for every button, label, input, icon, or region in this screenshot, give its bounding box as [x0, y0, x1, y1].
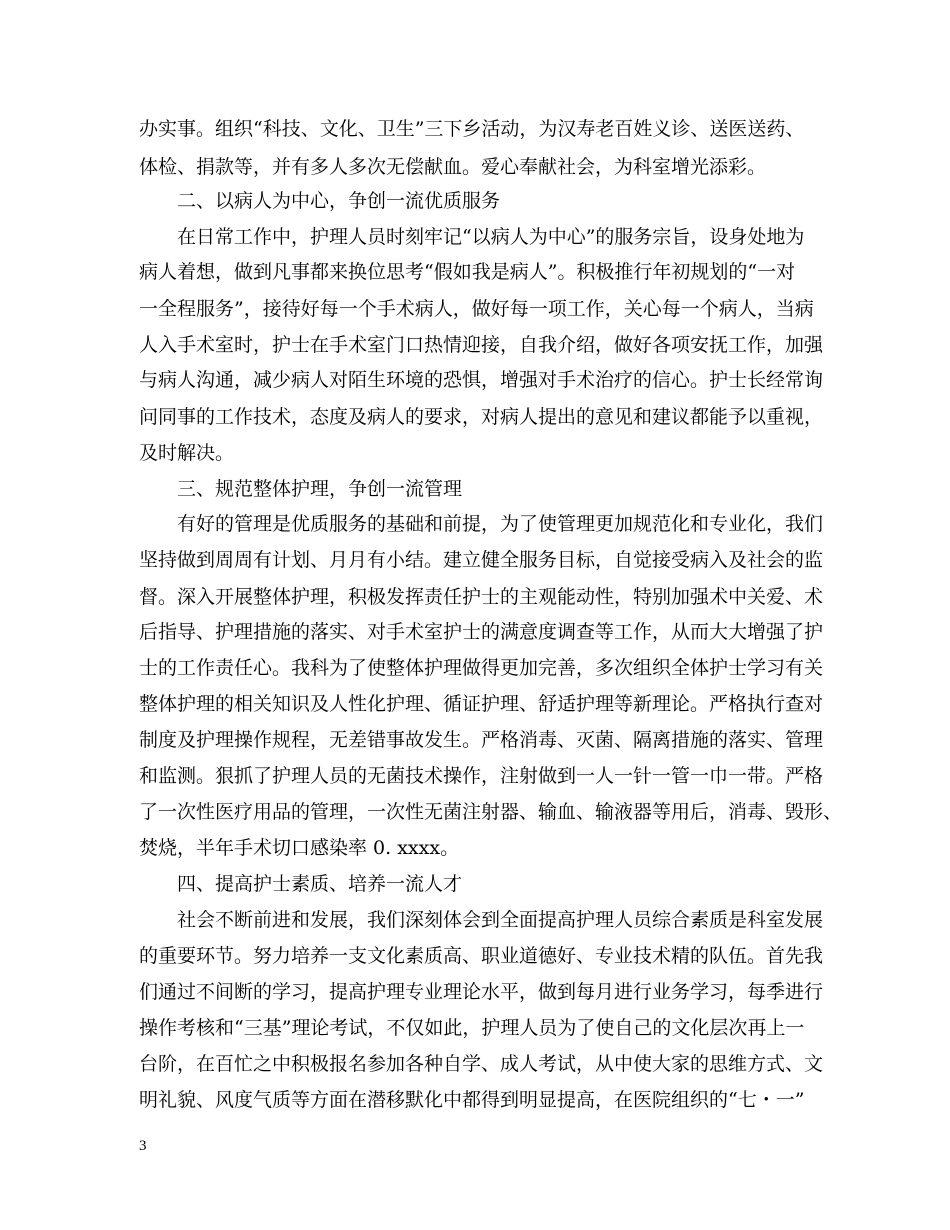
- body-text-line: 了一次性医疗用品的管理，一次性无菌注射器、输血、输液器等用后，消毒、毁形、: [139, 801, 843, 823]
- body-text-line: 焚烧，半年手术切口感染率 0. xxxx。: [139, 837, 460, 859]
- body-text-line: 一全程服务”，接待好每一个手术病人，做好每一项工作，关心每一个病人，当病: [139, 298, 814, 320]
- body-text-line: 士的工作责任心。我科为了使整体护理做得更加完善，多次组织全体护士学习有关: [139, 657, 824, 679]
- section-heading: 三、规范整体护理，争创一流管理: [177, 478, 463, 500]
- body-text-line: 与病人沟通，减少病人对陌生环境的恐惧，增强对手术治疗的信心。护士长经常询: [139, 369, 824, 391]
- body-text-line: 制度及护理操作规程，无差错事故发生。严格消毒、灭菌、隔离措施的落实、管理: [139, 729, 824, 751]
- body-text-line: 有好的管理是优质服务的基础和前提，为了使管理更加规范化和专业化，我们: [177, 513, 824, 535]
- body-text-line: 台阶，在百忙之中积极报名参加各种自学、成人考试，从中使大家的思维方式、文: [139, 1053, 824, 1075]
- body-text-line: 办实事。组织“科技、文化、卫生”三下乡活动，为汉寿老百姓义诊、送医送药、: [139, 118, 805, 140]
- body-text-line: 操作考核和“三基”理论考试，不仅如此，护理人员为了使自己的文化层次再上一: [139, 1017, 805, 1039]
- section-heading: 二、以病人为中心，争创一流优质服务: [177, 190, 501, 212]
- body-text-line: 社会不断前进和发展，我们深刻体会到全面提高护理人员综合素质是科室发展: [177, 909, 824, 931]
- body-text-line: 督。深入开展整体护理，积极发挥责任护士的主观能动性，特别加强术中关爱、术: [139, 586, 824, 608]
- body-text-line: 后指导、护理措施的落实、对手术室护士的满意度调查等工作，从而大大增强了护: [139, 621, 824, 643]
- body-text-line: 及时解决。: [139, 442, 235, 464]
- body-text-line: 的重要环节。努力培养一支文化素质高、职业道德好、专业技术精的队伍。首先我: [139, 945, 824, 967]
- body-text-line: 病人着想，做到凡事都来换位思考“假如我是病人”。积极推行年初规划的“一对: [139, 261, 796, 283]
- body-text-line: 人入手术室时，护士在手术室门口热情迎接，自我介绍，做好各项安抚工作，加强: [139, 334, 824, 356]
- body-text-line: 和监测。狠抓了护理人员的无菌技术操作，注射做到一人一针一管一巾一带。严格: [139, 765, 824, 787]
- body-text-line: 们通过不间断的学习，提高护理专业理论水平，做到每月进行业务学习，每季进行: [139, 981, 824, 1003]
- body-text-line: 整体护理的相关知识及人性化护理、循证护理、舒适护理等新理论。严格执行查对: [139, 693, 824, 715]
- body-text-line: 坚持做到周周有计划、月月有小结。建立健全服务目标，自觉接受病入及社会的监: [139, 549, 824, 571]
- section-heading: 四、提高护士素质、培养一流人才: [177, 873, 463, 895]
- body-text-line: 在日常工作中，护理人员时刻牢记“以病人为中心”的服务宗旨，设身处地为: [177, 226, 805, 248]
- body-text-line: 体检、捐款等，并有多人多次无偿献血。爱心奉献社会，为科室增光添彩。: [139, 156, 767, 178]
- page-number: 3: [139, 1138, 147, 1154]
- body-text-line: 问同事的工作技术，态度及病人的要求，对病人提出的意见和建议都能予以重视，: [139, 406, 824, 428]
- body-text-line: 明礼貌、风度气质等方面在潜移默化中都得到明显提高，在医院组织的“七・一”: [139, 1089, 805, 1111]
